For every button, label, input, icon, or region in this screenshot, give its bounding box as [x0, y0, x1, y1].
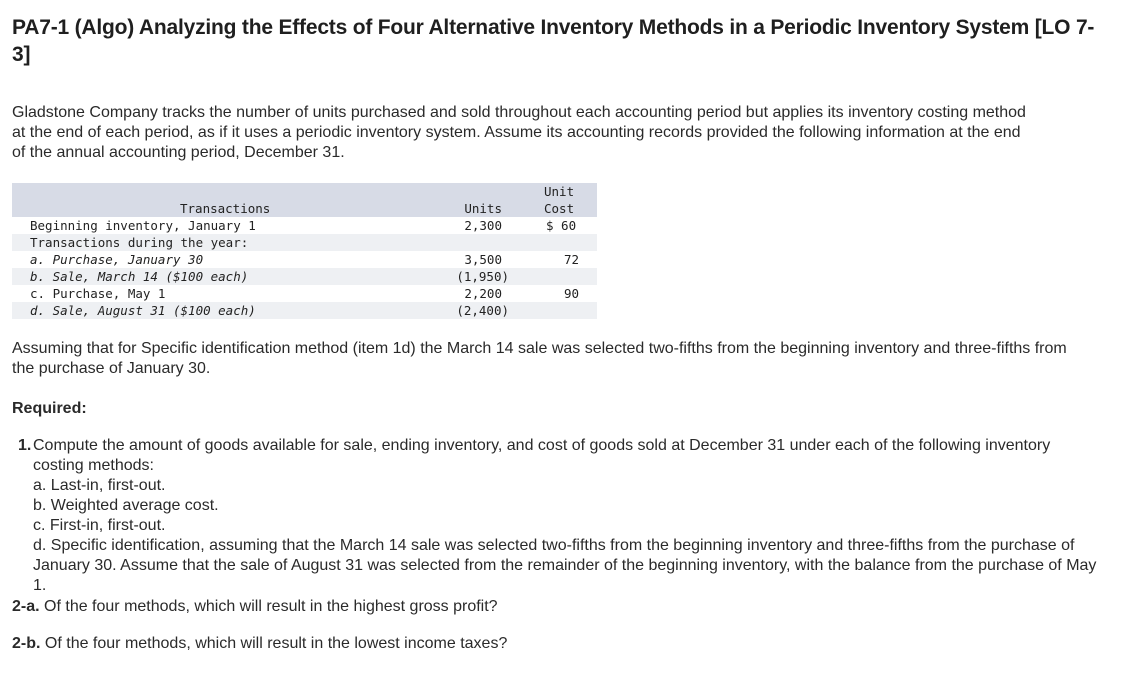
row-units: 3,500: [464, 252, 502, 267]
row-cost: $ 60: [546, 218, 577, 233]
requirement-1: [18, 436, 1098, 596]
method-item-weighted-average: b. Weighted average cost.: [33, 497, 219, 514]
row-label: c. Purchase, May 1: [30, 286, 166, 301]
row-cost: 72: [563, 252, 579, 267]
requirement-2b-text: Of the four methods, which will result in the lowest income taxes?: [44, 635, 508, 652]
requirement-2b-number: 2-b.: [12, 635, 41, 652]
method-item-specific-identification: d. Specific identification, assuming that the March 14 sale was selected two-fifths from the beginning inventory and three-fifths from the purchase of January 30. Assume that the sale of August 31 was selected from the remainder of the beginning inventory, with the balance from the purchase of May 1.: [33, 537, 1097, 594]
row-label: Transactions during the year:: [30, 235, 249, 250]
page-title: PA7-1 (Algo) Analyzing the Effects of Four Alternative Inventory Methods in a Periodic Inventory System [LO 7-3]: [12, 16, 1095, 66]
required-heading: Required:: [12, 400, 87, 417]
table-header-band: [12, 183, 597, 217]
requirement-2b: [12, 634, 507, 654]
row-label: a. Purchase, January 30: [30, 252, 204, 267]
requirement-2a: [12, 597, 498, 617]
row-units: 2,300: [464, 218, 502, 233]
row-units: (1,950): [456, 269, 509, 284]
row-label: b. Sale, March 14 ($100 each): [30, 269, 249, 284]
header-transactions: Transactions: [180, 201, 271, 216]
requirement-1-number: 1.: [18, 437, 32, 454]
row-cost: 90: [563, 286, 579, 301]
row-label: Beginning inventory, January 1: [30, 218, 256, 233]
header-unit-cost-line2: Cost: [544, 201, 575, 216]
method-item-lifo: a. Last-in, first-out.: [33, 477, 166, 494]
row-units: (2,400): [456, 303, 509, 318]
requirement-2a-number: 2-a.: [12, 598, 40, 615]
method-item-fifo: c. First-in, first-out.: [33, 517, 166, 534]
header-units: Units: [464, 201, 502, 216]
header-unit-cost-line1: Unit: [544, 184, 575, 199]
transactions-table: [12, 183, 597, 319]
row-label: d. Sale, August 31 ($100 each): [30, 303, 256, 318]
requirement-1-text: Compute the amount of goods available for sale, ending inventory, and cost of goods sold at December 31 under each of the following inventory costing methods:: [33, 437, 1051, 474]
assumption-paragraph: Assuming that for Specific identification method (item 1d) the March 14 sale was selected two-fifths from the beginning inventory and three-fifths from the purchase of January 30.: [12, 340, 1067, 377]
intro-paragraph: Gladstone Company tracks the number of units purchased and sold throughout each accounting period but applies its inventory costing method at the end of each period, as if it uses a periodic inventory system. Assume its accounting records provided the following information at the end of the annual accounting period, December 31.: [12, 104, 1026, 161]
row-units: 2,200: [464, 286, 502, 301]
requirement-2a-text: Of the four methods, which will result in the highest gross profit?: [44, 598, 498, 615]
